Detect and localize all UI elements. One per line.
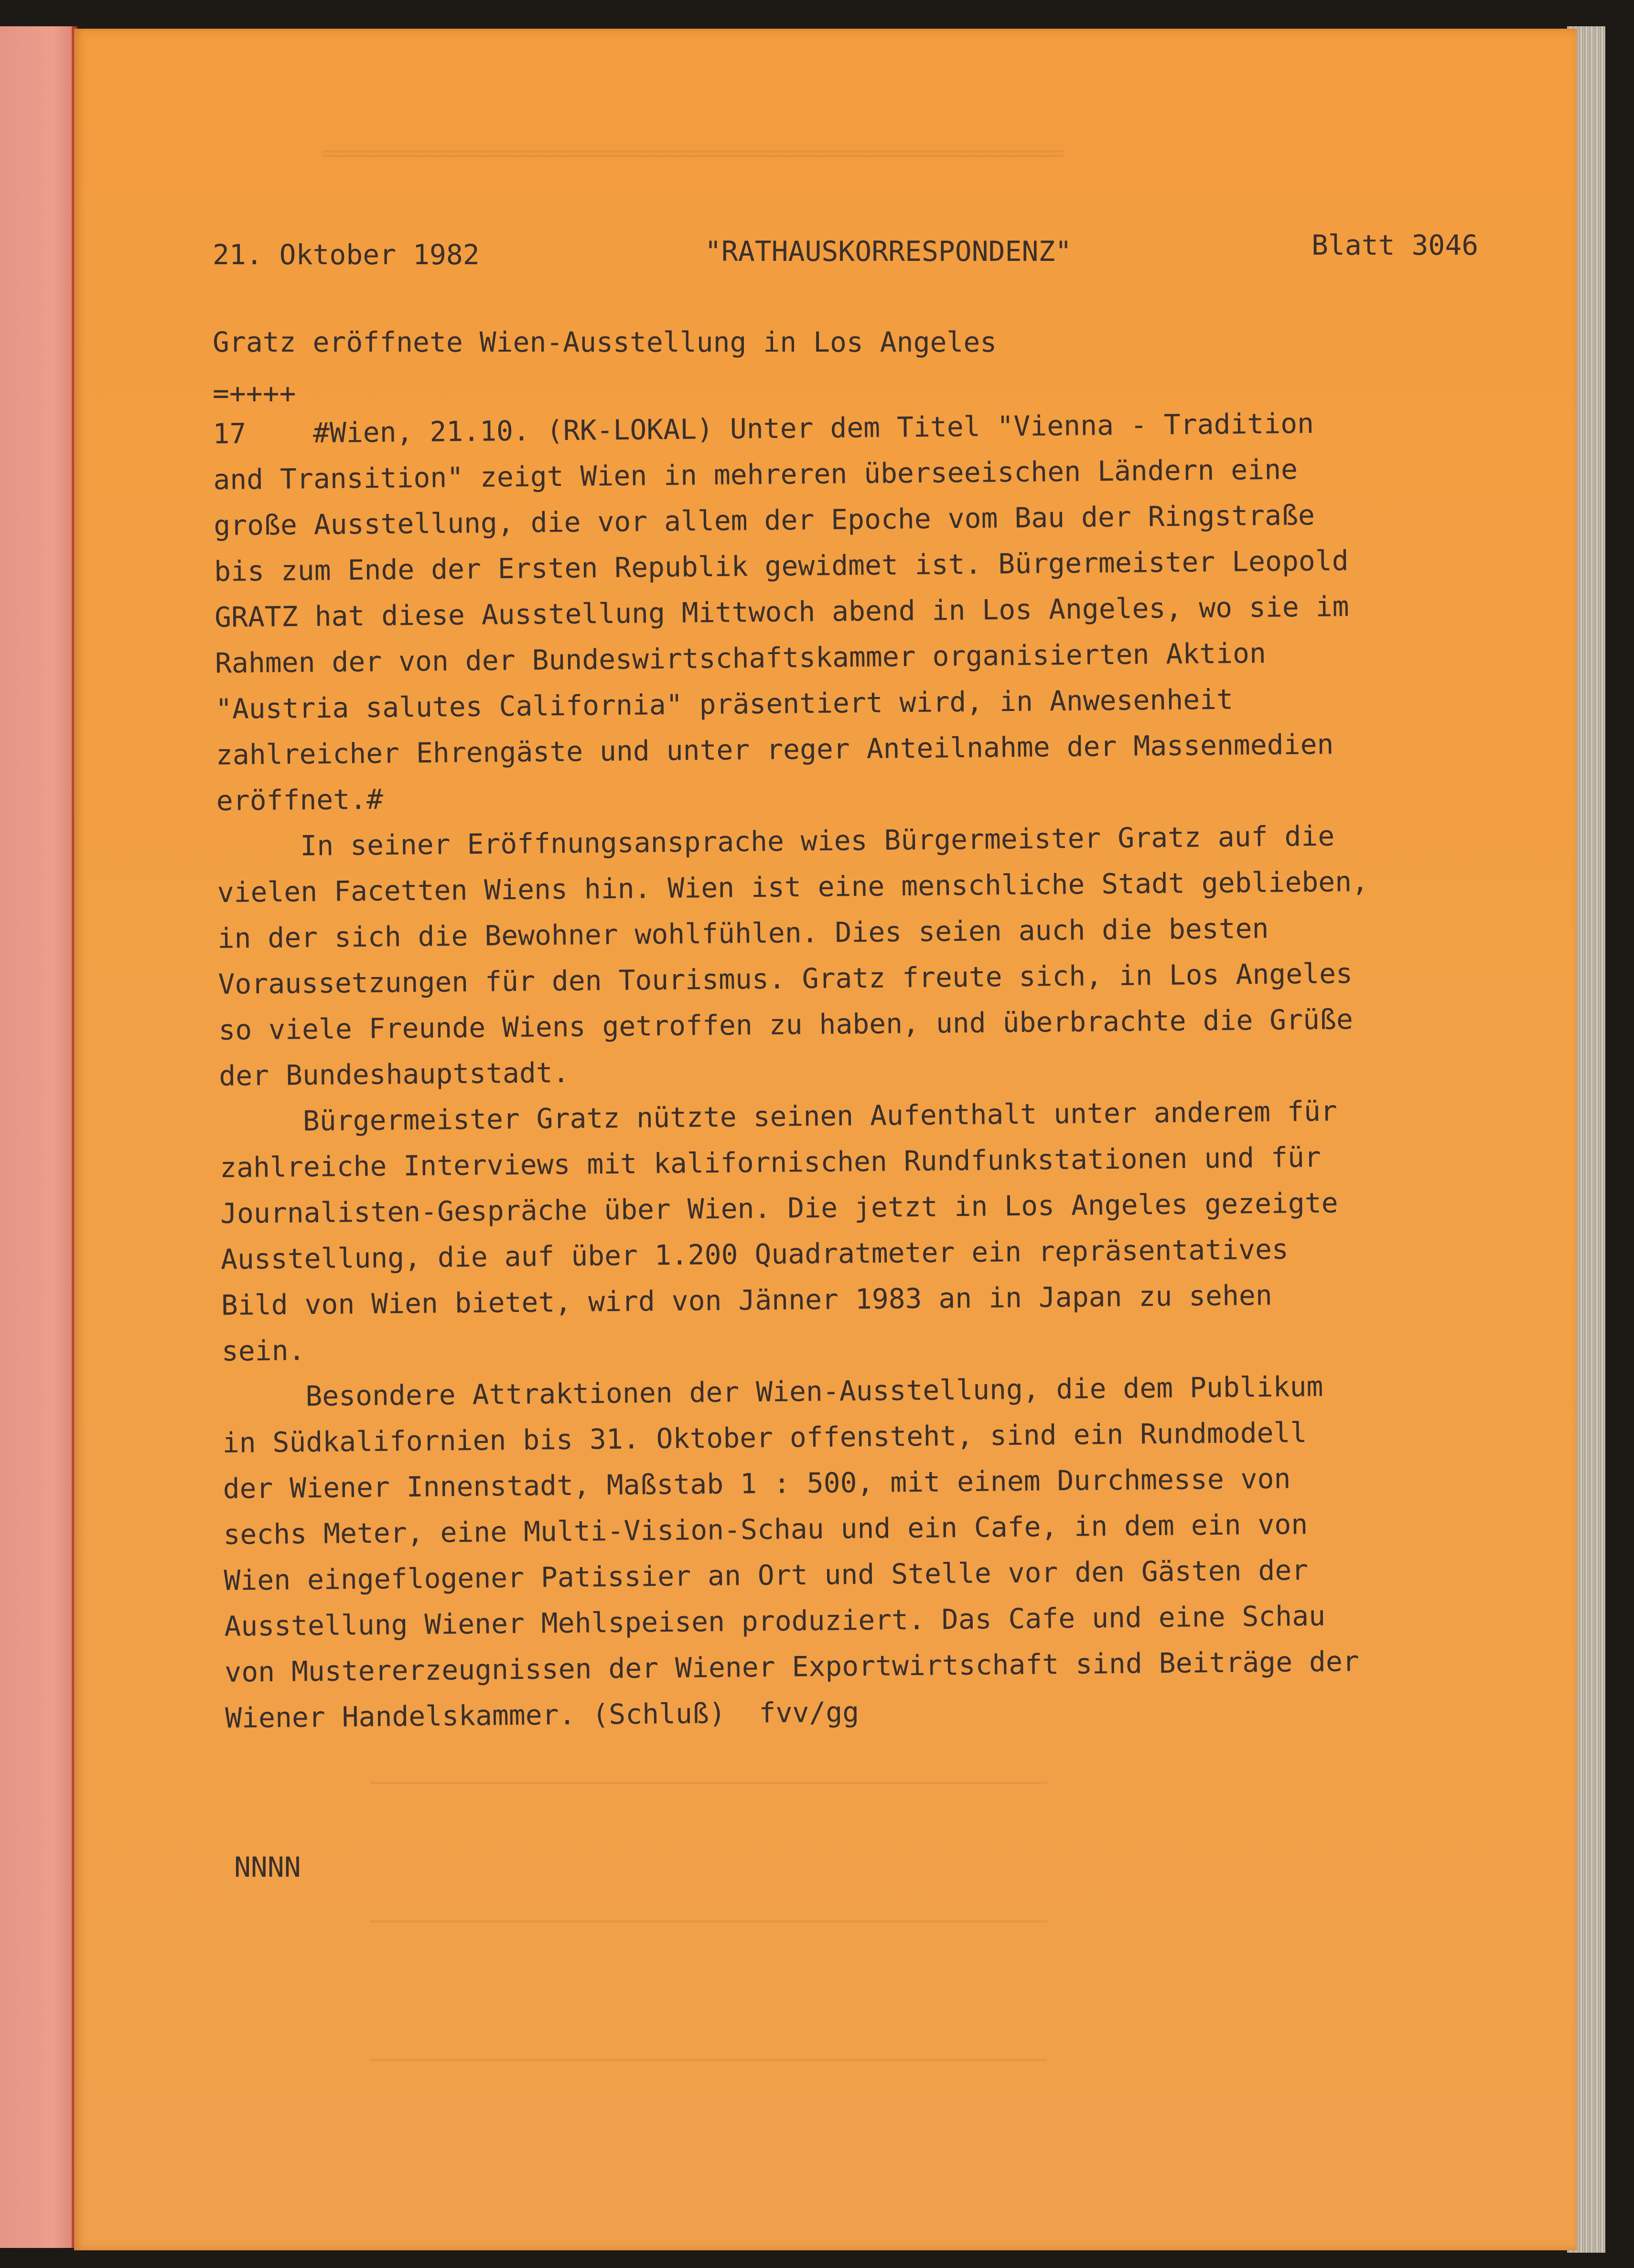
body-line: zahlreicher Ehrengäste und unter reger Anteilnahme der Massenmedien [215, 728, 1334, 771]
body-line: Rahmen der von der Bundeswirtschaftskammer organisierten Aktion [215, 636, 1267, 679]
body-line: and Transition" zeigt Wien in mehreren überseeischen Ländern eine [213, 453, 1298, 496]
body-line: Bürgermeister Gratz nützte seinen Aufenthalt unter anderem für [219, 1095, 1338, 1138]
article-body [213, 398, 1563, 1741]
body-line: der Wiener Innenstadt, Maßstab 1 : 500, mit einem Durchmesse von [223, 1462, 1291, 1505]
show-through-text: ══════════════════════════════════════════════ [322, 139, 1064, 170]
body-line: in der sich die Bewohner wohlfühlen. Dies seien auch die besten [217, 912, 1269, 955]
body-line: Ausstellung Wiener Mehlspeisen produziert. Das Cafe und eine Schau [224, 1599, 1326, 1643]
show-through-text: ────────────────────────────────────────── [370, 1768, 1047, 1799]
body-line: eröffnet.# [216, 783, 384, 817]
body-line: Besondere Attraktionen der Wien-Ausstellung, die dem Publikum [222, 1370, 1323, 1413]
body-line: 17 #Wien, 21.10. (RK-LOKAL) Unter dem Titel "Vienna - Tradition [213, 407, 1314, 450]
body-line: Bild von Wien bietet, wird von Jänner 1983 an in Japan zu sehen [221, 1279, 1273, 1322]
body-line: bis zum Ende der Ersten Republik gewidmet ist. Bürgermeister Leopold [214, 544, 1349, 588]
body-line: der Bundeshauptstadt. [219, 1056, 570, 1092]
document-page [74, 29, 1577, 2250]
body-line: so viele Freunde Wiens getroffen zu haben, und überbrachte die Grüße [218, 1003, 1354, 1046]
show-through-text: ────────────────────────────────────────── [370, 1906, 1047, 1937]
body-line: "Austria salutes California" präsentiert wird, in Anwesenheit [215, 683, 1234, 725]
body-line: vielen Facetten Wiens hin. Wien ist eine menschliche Stadt geblieben, [217, 865, 1369, 909]
body-line: sein. [221, 1334, 305, 1367]
body-line: in Südkalifornien bis 31. Oktober offensteht, sind ein Rundmodell [222, 1416, 1307, 1459]
header-sheet-number: Blatt 3046 [1312, 229, 1479, 261]
end-mark: NNNN [234, 1851, 301, 1883]
body-line: große Ausstellung, die vor allem der Epoche vom Bau der Ringstraße [213, 498, 1315, 542]
body-line: Journalisten-Gespräche über Wien. Die jetzt in Los Angeles gezeigte [220, 1186, 1338, 1230]
body-line: Wien eingeflogener Patissier an Ort und Stelle vor den Gästen der [224, 1554, 1309, 1597]
header-publication: "RATHAUSKORRESPONDENZ" [705, 235, 1072, 268]
body-line: Ausstellung, die auf über 1.200 Quadratmeter ein repräsentatives [220, 1233, 1289, 1276]
article-separator: =++++ [213, 377, 296, 409]
body-line: von Mustererzeugnissen der Wiener Exportwirtschaft sind Beiträge der [225, 1645, 1360, 1688]
show-through-text: ────────────────────────────────────────── [370, 2045, 1047, 2076]
header-date: 21. Oktober 1982 [213, 238, 480, 271]
body-line: sechs Meter, eine Multi-Vision-Schau und ein Cafe, in dem ein von [223, 1508, 1308, 1551]
body-line: zahlreiche Interviews mit kalifornischen Rundfunkstationen und für [219, 1140, 1322, 1184]
article-headline: Gratz eröffnete Wien-Ausstellung in Los Angeles [213, 326, 997, 358]
previous-page-edge [0, 26, 76, 2248]
body-line: In seiner Eröffnungsansprache wies Bürgermeister Gratz auf die [216, 819, 1335, 863]
body-line: Voraussetzungen für den Tourismus. Gratz freute sich, in Los Angeles [218, 957, 1353, 1000]
body-line: Wiener Handelskammer. (Schluß) fvv/gg [225, 1696, 860, 1734]
body-line: GRATZ hat diese Ausstellung Mittwoch abend in Los Angeles, wo sie im [214, 590, 1349, 634]
